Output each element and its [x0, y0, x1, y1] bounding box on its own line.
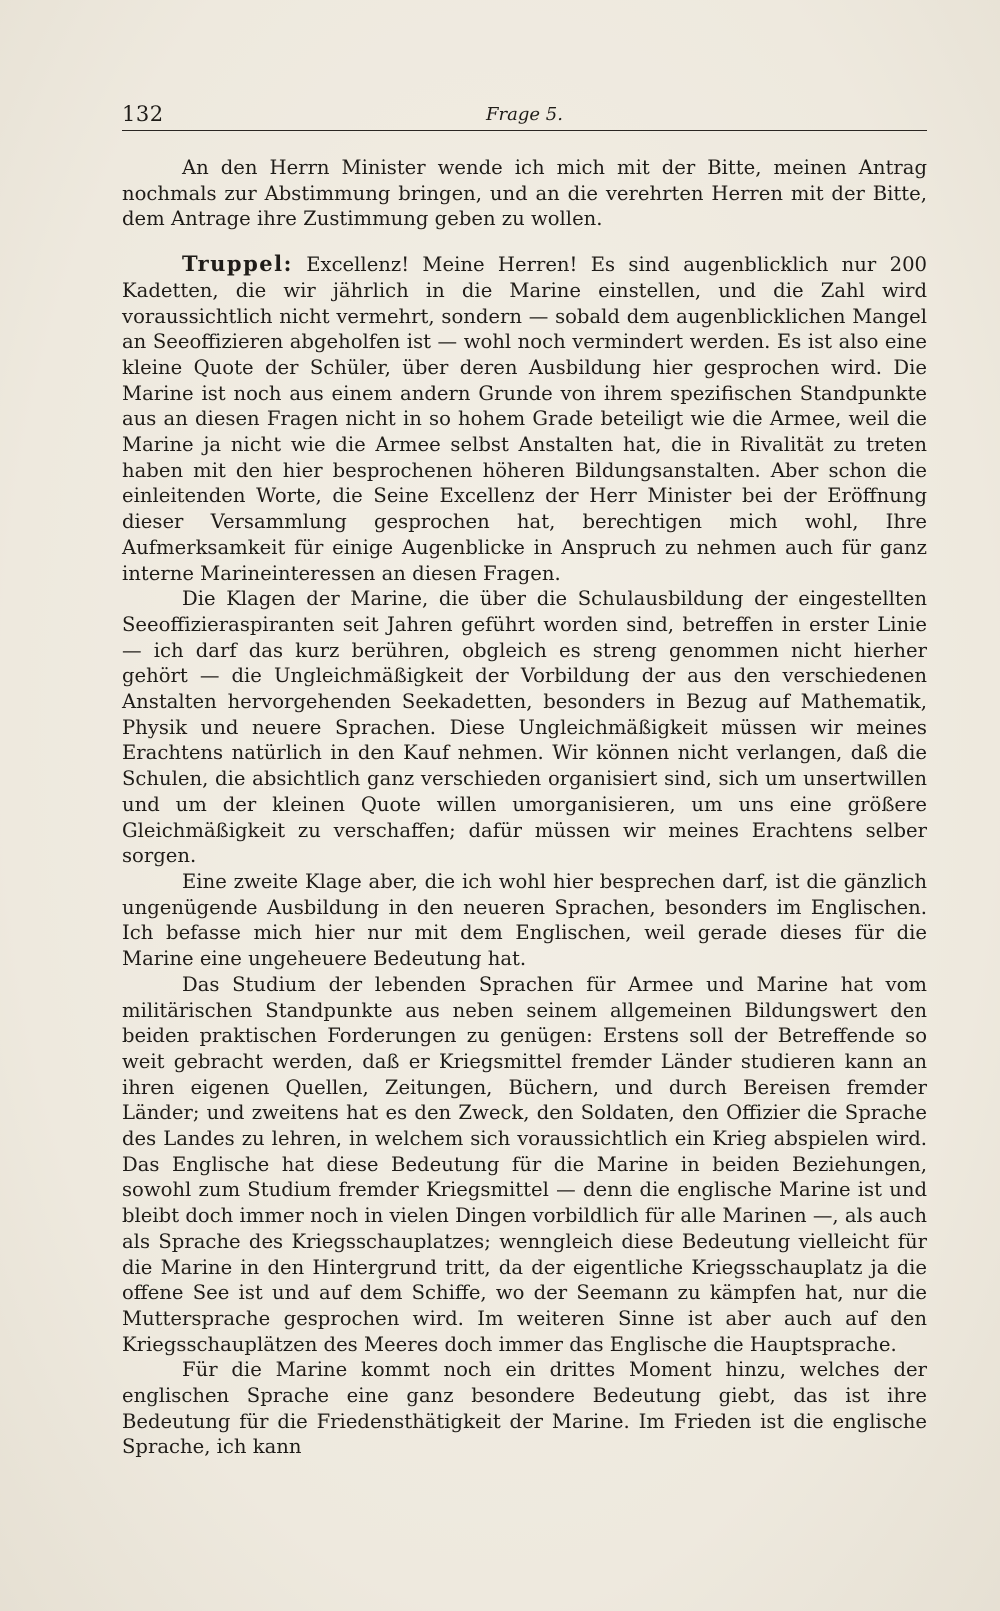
- paragraph-text: Eine zweite Klage aber, die ich wohl hier besprechen darf, ist die gänzlich ungenügende Ausbildung in den neueren Sprachen, besonders im Englischen. Ich befasse mich hier nur mit dem Englischen, weil gerade dieses für die Marine eine ungeheuere Bedeutung hat.: [122, 869, 927, 971]
- running-title: Frage 5.: [486, 104, 563, 125]
- paragraph-text: Die Klagen der Marine, die über die Schulausbildung der eingestellten Seeoffizieraspiranten seit Jahren geführt worden sind, betreffen in erster Linie — ich darf das kurz berühren, obgleich es streng genommen nicht hierher gehört — die Ungleichmäßigkeit der Vorbildung der aus den verschiedenen Anstalten hervorgehenden Seekadetten, besonders in Bezug auf Mathematik, Physik und neuere Sprachen. Diese Ungleichmäßigkeit müssen wir meines Erachtens natürlich in den Kauf nehmen. Wir können nicht verlangen, daß die Schulen, die absichtlich ganz verschieden organisiert sind, sich um unsertwillen und um der kleinen Quote willen umorganisieren, um uns eine größere Gleichmäßigkeit zu verschaffen; dafür müssen wir meines Erachtens selber sorgen.: [122, 587, 927, 868]
- paragraph: [122, 1357, 927, 1460]
- page-number: 132: [122, 102, 164, 126]
- speaker-name: Truppel:: [182, 251, 293, 277]
- paragraph: [122, 972, 927, 1358]
- paragraph: [122, 251, 927, 586]
- paragraph: [122, 869, 927, 972]
- paragraph-text: Das Studium der lebenden Sprachen für Armee und Marine hat vom militärischen Standpunkte aus neben seinem allgemeinen Bildungswert den beiden praktischen Forderungen zu genügen: Erstens soll der Betreffende so weit gebracht werden, daß er Kriegsmittel fremder Länder studieren kann an ihren eigenen Quellen, Zeitungen, Büchern, und durch Bereisen fremder Länder; und zweitens hat es den Zweck, den Soldaten, den Offizier die Sprache des Landes zu lehren, in welchem sich voraussichtlich ein Krieg abspielen wird. Das Englische hat diese Bedeutung für die Marine in beiden Beziehungen, sowohl zum Studium fremder Kriegsmittel — denn die englische Marine ist und bleibt doch immer noch in vielen Dingen vorbildlich für alle Marinen —, als auch als Sprache des Kriegsschauplatzes; wenngleich diese Bedeutung vielleicht für die Marine in den Hintergrund tritt, da der eigentliche Kriegsschauplatz ja die offene See ist und auf dem Schiffe, wo der Seemann zu kämpfen hat, nur die Muttersprache gesprochen wird. Im weiteren Sinne ist aber auch auf den Kriegsschauplätzen des Meeres doch immer das Englische die Hauptsprache.: [122, 972, 927, 1356]
- paragraph-text: An den Herrn Minister wende ich mich mit der Bitte, meinen Antrag nochmals zur Abstimmung bringen, und an die verehrten Herren mit der Bitte, dem Antrage ihre Zustimmung geben zu wollen.: [122, 156, 927, 231]
- body-text: [122, 155, 927, 1460]
- paragraph-text: Für die Marine kommt noch ein drittes Moment hinzu, welches der englischen Sprache eine ganz besondere Bedeutung giebt, das ist ihre Bedeutung für die Friedensthätigkeit der Marine. Im Frieden ist die englische Sprache, ich kann: [122, 1358, 927, 1459]
- paragraph: [122, 155, 927, 232]
- paragraph-text: Excellenz! Meine Herren! Es sind augenblicklich nur 200 Kadetten, die wir jährlich in die Marine einstellen, und die Zahl wird voraussichtlich nicht vermehrt, sondern — sobald dem augenblicklichen Mangel an Seeoffizieren abgeholfen ist — wohl noch vermindert werden. Es ist also eine kleine Quote der Schüler, über deren Ausbildung hier gesprochen wird. Die Marine ist noch aus einem andern Grunde von ihrem spezifischen Standpunkte aus an diesen Fragen nicht in so hohem Grade beteiligt wie die Armee, weil die Marine ja nicht wie die Armee selbst Anstalten hat, die in Rivalität zu treten haben mit den hier besprochenen höheren Bildungsanstalten. Aber schon die einleitenden Worte, die Seine Excellenz der Herr Minister bei der Eröffnung dieser Versammlung gesprochen hat, berechtigen mich wohl, Ihre Aufmerksamkeit für einige Augenblicke in Anspruch zu nehmen auch für ganz interne Marineinteressen an diesen Fragen.: [122, 253, 928, 585]
- running-header: [122, 96, 927, 131]
- paragraph: [122, 586, 927, 869]
